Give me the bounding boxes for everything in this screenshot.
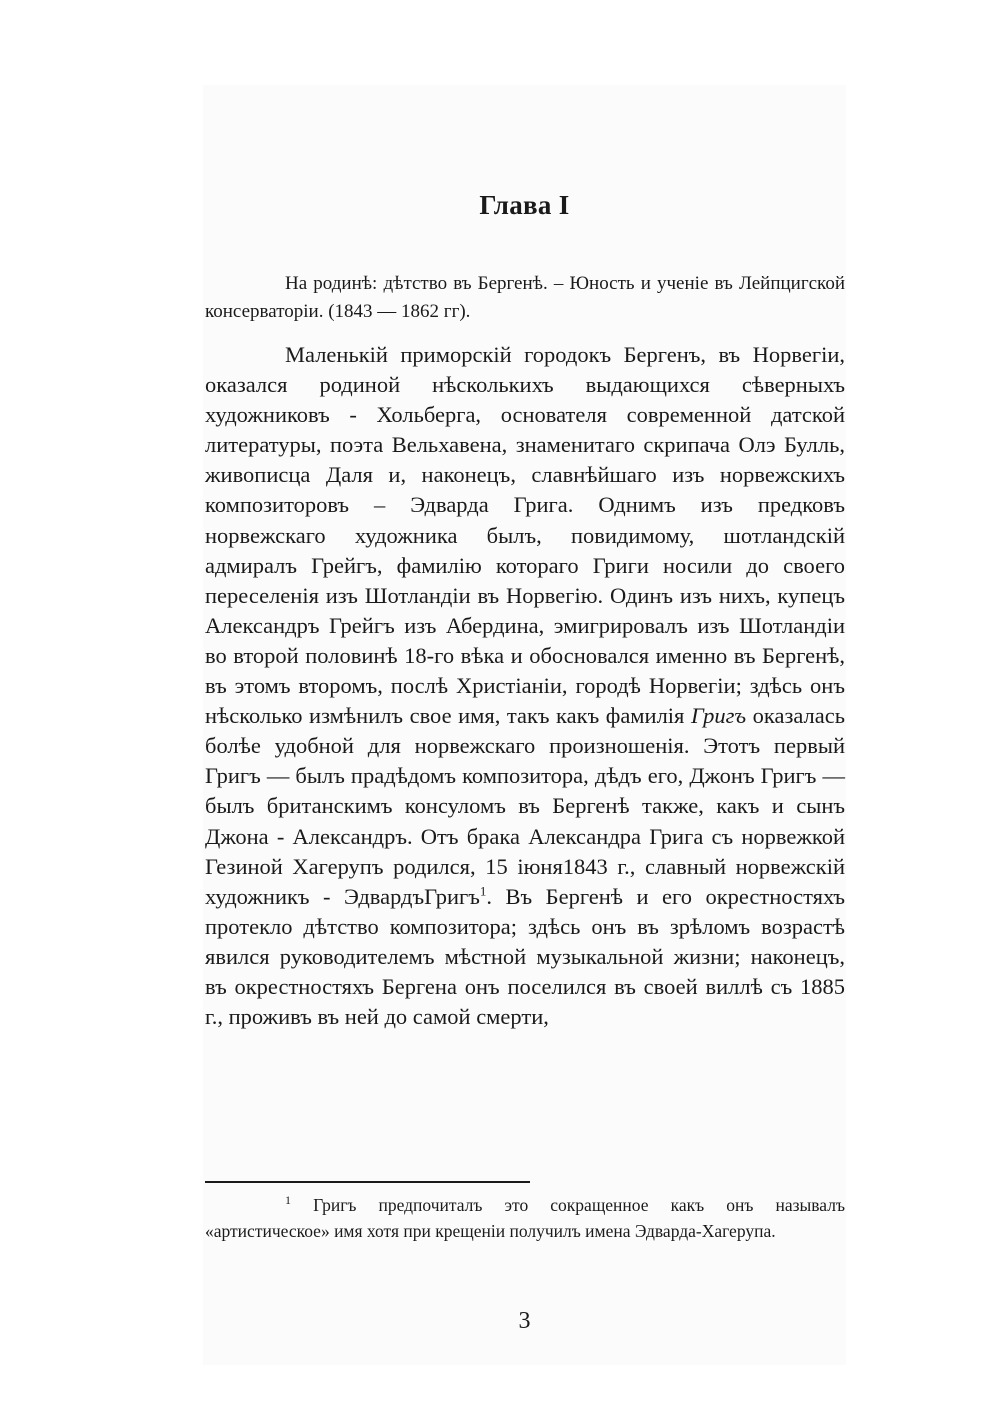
body-text-part-1: Маленькій приморскій городокъ Бергенъ, въ Норвегіи, оказался родиной нѣсколькихъ выдающихся сѣверныхъ художниковъ - Хольберга, основателя современной датской литературы, поэта Вельхавена, знаменитаго скрипача Олэ Булль, живописца Даля и, наконецъ, славнѣйшаго изъ норвежскихъ композиторовъ – Эдварда Грига. Однимъ изъ предковъ норвежскаго художника былъ, повидимому, шотландскій адмиралъ Грейгъ, фамилію котораго Григи носили до своего переселенія изъ Шотландіи въ Норвегію. Одинъ изъ нихъ, купецъ Александръ Грейгъ изъ Абердина, эмигрировалъ изъ Шотландіи во второй половинѣ 18-го вѣка и обосновался именно въ Бергенѣ, въ этомъ второмъ, послѣ Христіаніи, городѣ Норвегіи; здѣсь онъ нѣсколько измѣнилъ свое имя, такъ какъ фамилія [205,342,845,729]
page-number: 3 [518,1308,531,1334]
footnote-divider [205,1181,530,1183]
body-text-part-2: оказалась болѣе удобной для норвежскаго произношенія. Этотъ первый Григъ — былъ прадѣдомъ композитора, дѣдъ его, Джонъ Григъ — былъ британскимъ консуломъ въ Бергенѣ также, какъ и сынъ Джона - Александръ. Отъ брака Александра Грига съ норвежкой Гезиной Хагерупъ родился, 15 іюня1843 г., славный норвежскій художникъ - ЭдвардъГригъ [205,703,845,909]
footnote [205,1192,845,1244]
footnote-marker: 1 [285,1193,291,1208]
chapter-summary: На родинѣ: дѣтство въ Бергенѣ. – Юность и ученіе въ Лейпцигской консерваторіи. (1843 — 1862 гг). [205,273,845,322]
footnote-text: Григъ предпочиталъ это сокращенное какъ онъ называлъ «артистическое» имя хотя при крещеніи получилъ имена Эдварда-Хагерупа. [205,1195,845,1241]
italic-surname: Григъ [690,703,747,729]
body-paragraph [205,340,845,1032]
footnote-reference[interactable]: 1 [479,883,487,899]
body-text-part-3: . Въ Бергенѣ и его окрестностяхъ протекло дѣтство композитора; здѣсь онъ въ зрѣломъ возрастѣ явился руководителемъ мѣстной музыкальной жизни; наконецъ, въ окрестностяхъ Бергена онъ поселился въ своей виллѣ съ 1885 г., проживъ въ ней до самой смерти, [205,883,845,1030]
chapter-title: Глава I [479,190,570,220]
